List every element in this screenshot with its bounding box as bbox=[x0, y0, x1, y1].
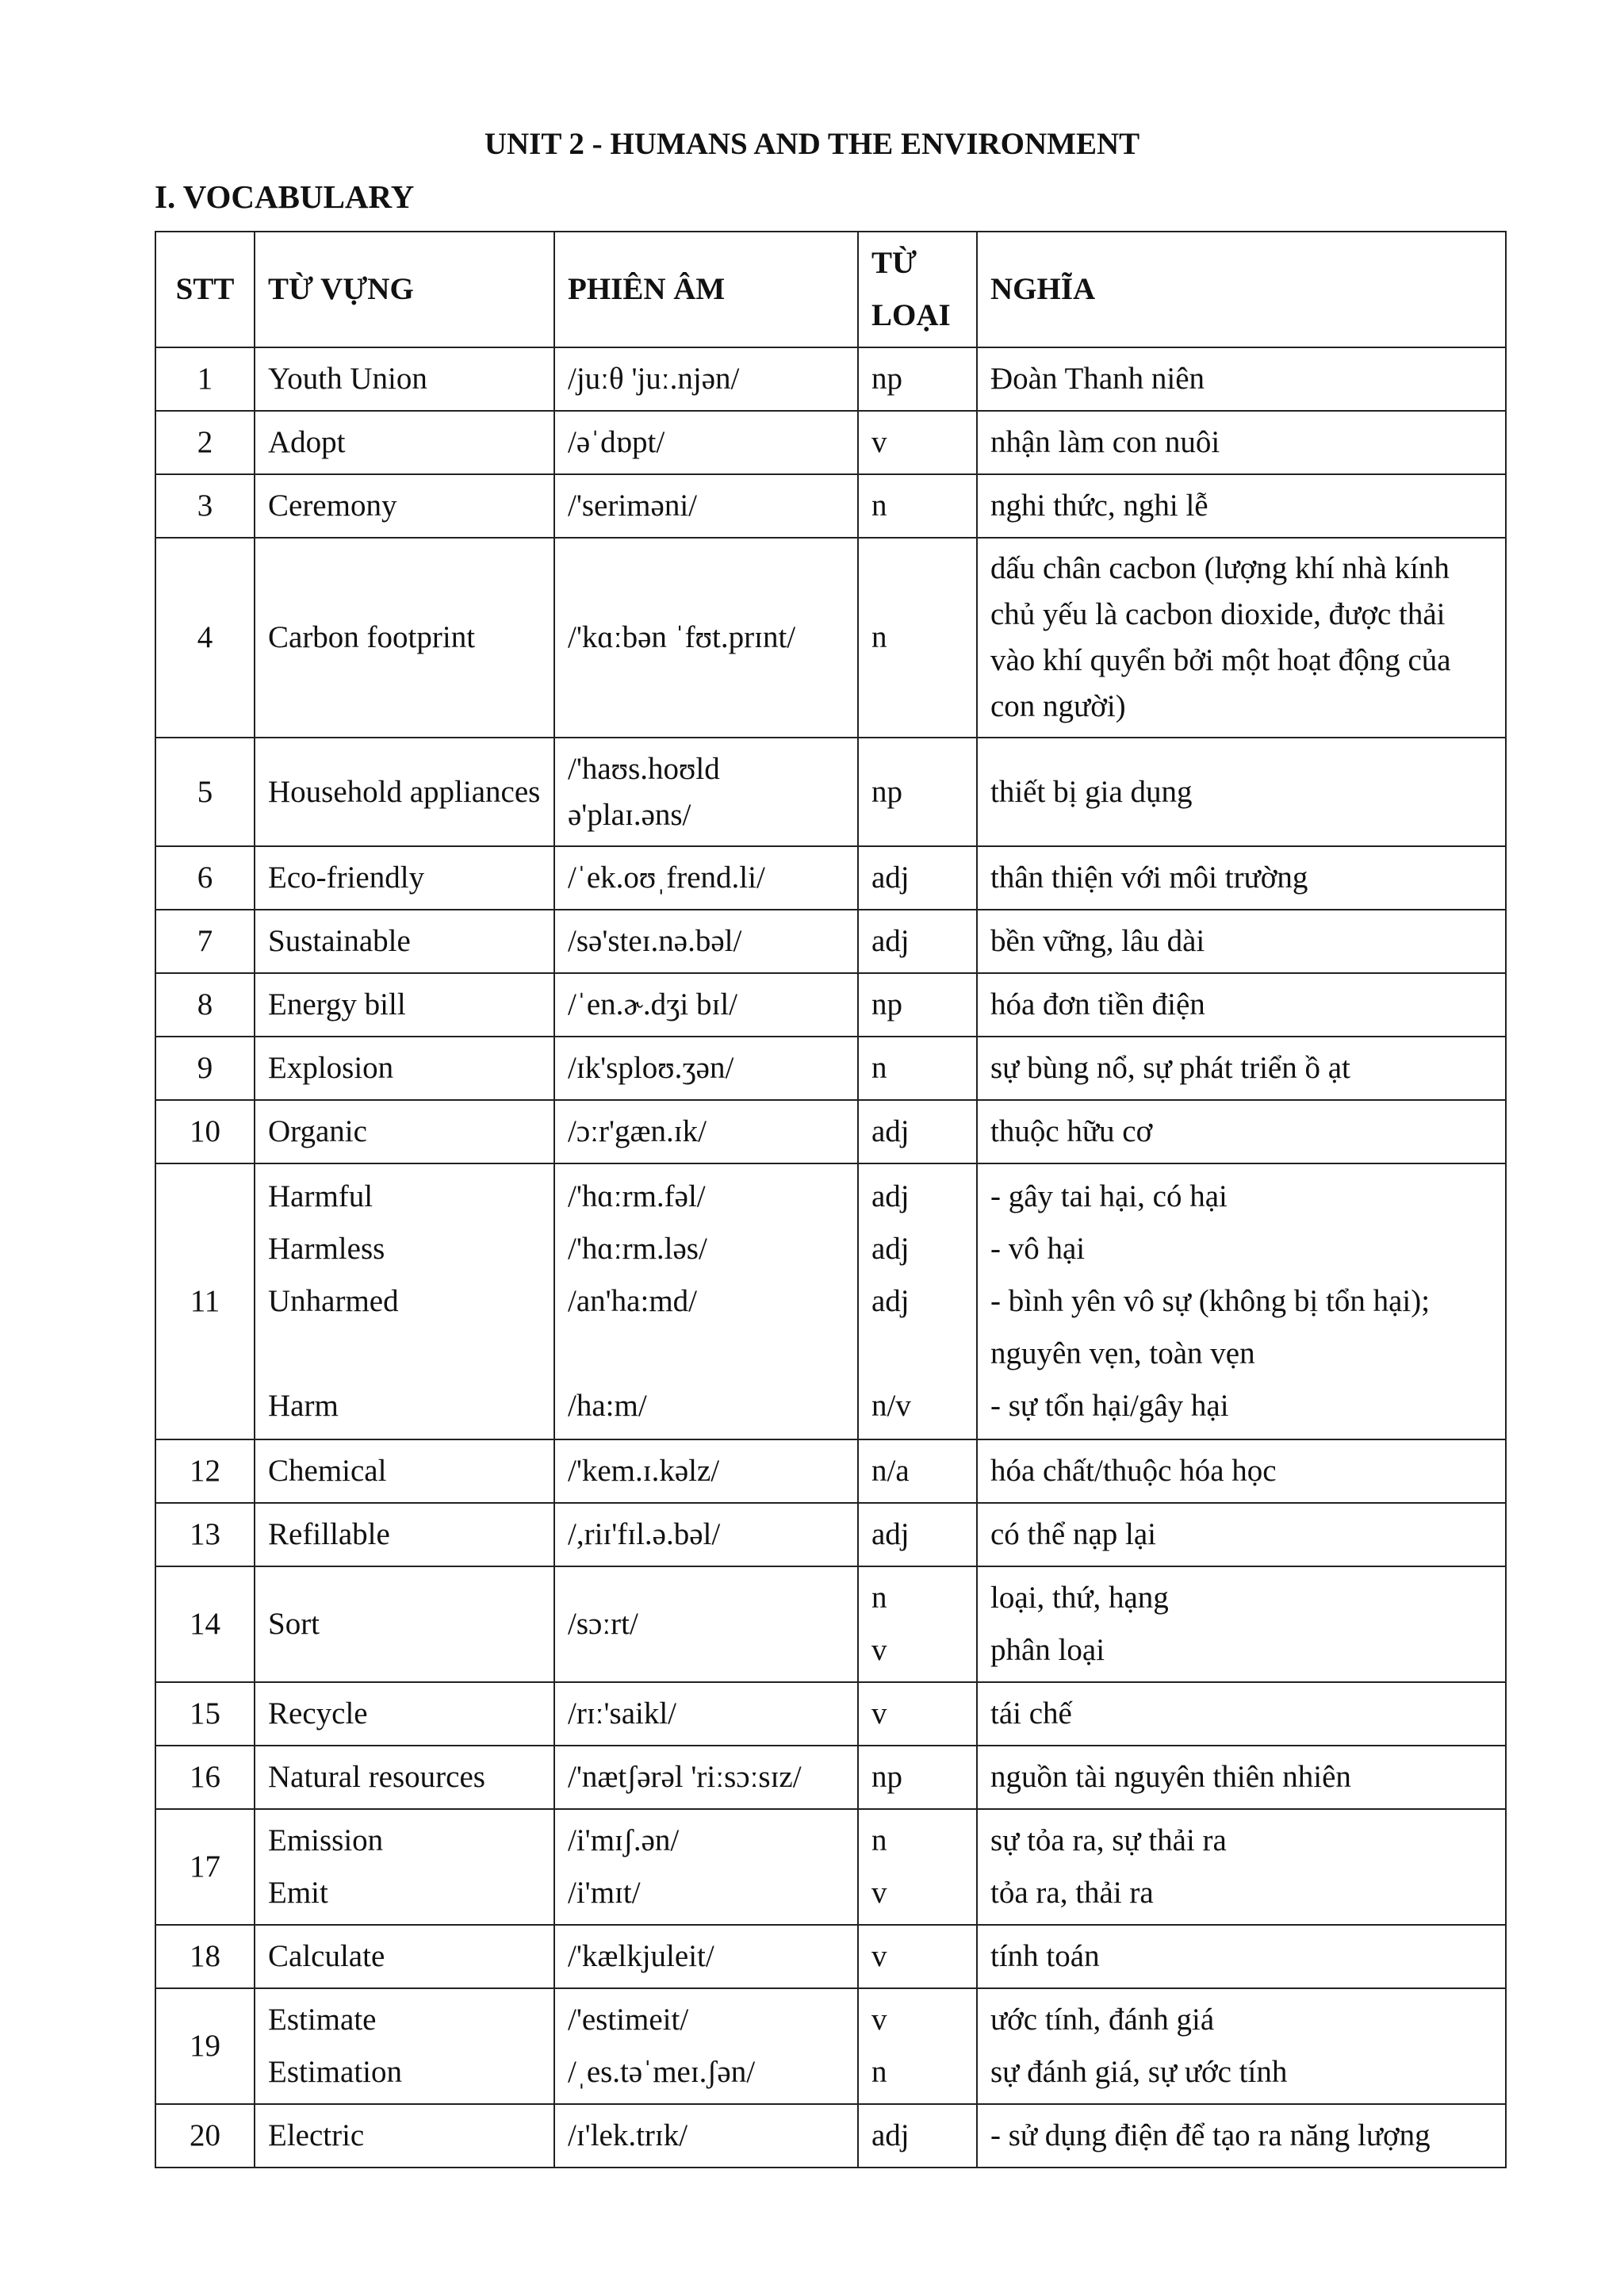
pron-harmful: /'hɑːrm.fəl/ bbox=[568, 1179, 706, 1213]
pronunciation-cell: /ɪ'lek.trɪk/ bbox=[554, 2104, 858, 2168]
meaning-emit: tỏa ra, thải ra bbox=[990, 1876, 1154, 1910]
meaning-estimate: ước tính, đánh giá bbox=[990, 2003, 1215, 2037]
row-number: 13 bbox=[155, 1503, 255, 1566]
pron-harmless: /'hɑːrm.ləs/ bbox=[568, 1232, 707, 1266]
pos-estimation: n bbox=[871, 2055, 887, 2089]
table-row bbox=[155, 1682, 1506, 1746]
pos-cell bbox=[858, 1988, 977, 2104]
meaning-sort-noun: loại, thứ, hạng bbox=[990, 1581, 1169, 1615]
table-row bbox=[155, 1988, 1506, 2104]
header-word: TỪ VỰNG bbox=[255, 232, 554, 347]
table-row bbox=[155, 1163, 1506, 1439]
spacer bbox=[871, 1328, 963, 1380]
meaning-cell: dấu chân cacbon (lượng khí nhà kính chủ yếu là cacbon dioxide, được thải vào khí quyển bởi một hoạt động của con người) bbox=[977, 538, 1506, 738]
word-cell: Calculate bbox=[255, 1925, 554, 1988]
pronunciation-cell: /'haʊs.hoʊld ə'plaɪ.əns/ bbox=[554, 738, 858, 846]
word-cell: Organic bbox=[255, 1100, 554, 1163]
header-pos-line1: TỪ bbox=[871, 246, 917, 280]
header-pos-line2: LOẠI bbox=[871, 298, 951, 332]
meaning-harmless: - vô hại bbox=[990, 1232, 1086, 1266]
word-cell: Adopt bbox=[255, 411, 554, 474]
word-harmful: Harmful bbox=[268, 1179, 373, 1213]
meaning-cell: tái chế bbox=[977, 1682, 1506, 1746]
pos-cell: adj bbox=[858, 910, 977, 973]
pronunciation-cell: /'kɑːbən ˈfʊt.prɪnt/ bbox=[554, 538, 858, 738]
table-row bbox=[155, 1503, 1506, 1566]
word-cell: Energy bill bbox=[255, 973, 554, 1037]
pos-cell: v bbox=[858, 1682, 977, 1746]
row-number: 16 bbox=[155, 1746, 255, 1809]
pos-cell: v bbox=[858, 411, 977, 474]
word-cell: Refillable bbox=[255, 1503, 554, 1566]
row-number: 14 bbox=[155, 1566, 255, 1682]
pos-sort-verb: v bbox=[871, 1633, 887, 1667]
meaning-emission: sự tỏa ra, sự thải ra bbox=[990, 1823, 1227, 1857]
table-row bbox=[155, 1100, 1506, 1163]
header-meaning: NGHĨA bbox=[977, 232, 1506, 347]
table-row bbox=[155, 1037, 1506, 1100]
word-emission: Emission bbox=[268, 1823, 384, 1857]
meaning-cell: thiết bị gia dụng bbox=[977, 738, 1506, 846]
pos-estimate: v bbox=[871, 2003, 887, 2037]
word-cell: Eco-friendly bbox=[255, 846, 554, 910]
pronunciation-cell: /ˈen.ɚ.dʒi bɪl/ bbox=[554, 973, 858, 1037]
pronunciation-cell: /sə'steɪ.nə.bəl/ bbox=[554, 910, 858, 973]
word-cell: Electric bbox=[255, 2104, 554, 2168]
word-cell: Ceremony bbox=[255, 474, 554, 538]
pos-cell: n/a bbox=[858, 1439, 977, 1503]
meaning-cell: Đoàn Thanh niên bbox=[977, 347, 1506, 411]
pronunciation-cell: /'kælkjuleit/ bbox=[554, 1925, 858, 1988]
table-row bbox=[155, 1439, 1506, 1503]
meaning-cell: sự bùng nổ, sự phát triển ồ ạt bbox=[977, 1037, 1506, 1100]
pronunciation-cell: /,riɪ'fɪl.ə.bəl/ bbox=[554, 1503, 858, 1566]
table-row bbox=[155, 538, 1506, 738]
pron-emit: /i'mɪt/ bbox=[568, 1876, 641, 1910]
table-row bbox=[155, 2104, 1506, 2168]
meaning-cell: bền vững, lâu dài bbox=[977, 910, 1506, 973]
row-number: 9 bbox=[155, 1037, 255, 1100]
pronunciation-cell: /ɔːr'gæn.ɪk/ bbox=[554, 1100, 858, 1163]
word-cell: Youth Union bbox=[255, 347, 554, 411]
meaning-cell: thuộc hữu cơ bbox=[977, 1100, 1506, 1163]
row-number: 8 bbox=[155, 973, 255, 1037]
pos-unharmed: adj bbox=[871, 1284, 910, 1318]
pos-cell: adj bbox=[858, 1100, 977, 1163]
word-emit: Emit bbox=[268, 1876, 328, 1910]
pos-cell bbox=[858, 1809, 977, 1925]
table-header-row bbox=[155, 232, 1506, 347]
pos-harm: n/v bbox=[871, 1389, 911, 1423]
word-cell: Sustainable bbox=[255, 910, 554, 973]
meaning-cell bbox=[977, 1809, 1506, 1925]
meaning-cell: hóa chất/thuộc hóa học bbox=[977, 1439, 1506, 1503]
header-pronunciation: PHIÊN ÂM bbox=[554, 232, 858, 347]
word-cell: Carbon footprint bbox=[255, 538, 554, 738]
pos-cell: n bbox=[858, 1037, 977, 1100]
section-heading: I. VOCABULARY bbox=[155, 178, 415, 215]
pos-cell: adj bbox=[858, 846, 977, 910]
header-stt: STT bbox=[155, 232, 255, 347]
meaning-cell: nguồn tài nguyên thiên nhiên bbox=[977, 1746, 1506, 1809]
meaning-harmful: - gây tai hại, có hại bbox=[990, 1179, 1228, 1213]
pos-cell: np bbox=[858, 973, 977, 1037]
meaning-cell bbox=[977, 1566, 1506, 1682]
table-row bbox=[155, 347, 1506, 411]
word-cell: Recycle bbox=[255, 1682, 554, 1746]
pronunciation-cell: /əˈdɒpt/ bbox=[554, 411, 858, 474]
pronunciation-cell: /sɔːrt/ bbox=[554, 1566, 858, 1682]
meaning-harm: - sự tổn hại/gây hại bbox=[990, 1389, 1229, 1423]
pos-cell: v bbox=[858, 1925, 977, 1988]
pos-cell bbox=[858, 1163, 977, 1439]
pos-harmless: adj bbox=[871, 1232, 910, 1266]
pronunciation-cell: /ɪk'sploʊ.ʒən/ bbox=[554, 1037, 858, 1100]
word-cell bbox=[255, 1163, 554, 1439]
pos-emission: n bbox=[871, 1823, 887, 1857]
row-number: 17 bbox=[155, 1809, 255, 1925]
pron-harm: /ha:m/ bbox=[568, 1389, 647, 1423]
pos-sort-noun: n bbox=[871, 1581, 887, 1615]
meaning-cell: nhận làm con nuôi bbox=[977, 411, 1506, 474]
word-cell bbox=[255, 1809, 554, 1925]
spacer bbox=[568, 1328, 845, 1380]
pronunciation-cell: /ˈek.oʊˌfrend.li/ bbox=[554, 846, 858, 910]
word-cell: Natural resources bbox=[255, 1746, 554, 1809]
meaning-sort-verb: phân loại bbox=[990, 1633, 1105, 1667]
pron-emission: /i'mɪʃ.ən/ bbox=[568, 1823, 680, 1857]
meaning-cell: có thể nạp lại bbox=[977, 1503, 1506, 1566]
pos-cell: np bbox=[858, 1746, 977, 1809]
pos-cell: n bbox=[858, 474, 977, 538]
row-number: 4 bbox=[155, 538, 255, 738]
pronunciation-cell: /rɪː'saikl/ bbox=[554, 1682, 858, 1746]
pronunciation-cell: /juːθ 'juː.njən/ bbox=[554, 347, 858, 411]
row-number: 2 bbox=[155, 411, 255, 474]
word-harm: Harm bbox=[268, 1389, 339, 1423]
row-number: 19 bbox=[155, 1988, 255, 2104]
row-number: 11 bbox=[155, 1163, 255, 1439]
word-cell: Sort bbox=[255, 1566, 554, 1682]
pronunciation-cell bbox=[554, 1988, 858, 2104]
table-row bbox=[155, 411, 1506, 474]
word-unharmed: Unharmed bbox=[268, 1284, 399, 1318]
meaning-estimation: sự đánh giá, sự ước tính bbox=[990, 2055, 1288, 2089]
pronunciation-cell bbox=[554, 1163, 858, 1439]
word-cell: Chemical bbox=[255, 1439, 554, 1503]
page-title: UNIT 2 - HUMANS AND THE ENVIRONMENT bbox=[484, 127, 1140, 161]
spacer bbox=[268, 1328, 541, 1380]
pos-emit: v bbox=[871, 1876, 887, 1910]
table-row bbox=[155, 1809, 1506, 1925]
pos-cell: adj bbox=[858, 2104, 977, 2168]
pron-estimation: /ˌes.təˈmeɪ.ʃən/ bbox=[568, 2055, 756, 2089]
word-cell: Explosion bbox=[255, 1037, 554, 1100]
table-row bbox=[155, 910, 1506, 973]
pos-cell: np bbox=[858, 347, 977, 411]
pronunciation-cell: /'nætʃərəl 'riːsɔːsɪz/ bbox=[554, 1746, 858, 1809]
pronunciation-cell: /'seriməni/ bbox=[554, 474, 858, 538]
table-row bbox=[155, 1746, 1506, 1809]
pronunciation-cell: /'kem.ɪ.kəlz/ bbox=[554, 1439, 858, 1503]
word-harmless: Harmless bbox=[268, 1232, 385, 1266]
pos-cell: np bbox=[858, 738, 977, 846]
pos-cell: n bbox=[858, 538, 977, 738]
pos-cell: adj bbox=[858, 1503, 977, 1566]
pronunciation-cell bbox=[554, 1809, 858, 1925]
row-number: 1 bbox=[155, 347, 255, 411]
word-estimate: Estimate bbox=[268, 2003, 377, 2037]
table-row bbox=[155, 1925, 1506, 1988]
pos-cell bbox=[858, 1566, 977, 1682]
row-number: 3 bbox=[155, 474, 255, 538]
table-row bbox=[155, 474, 1506, 538]
header-part-of-speech bbox=[858, 232, 977, 347]
meaning-unharmed: - bình yên vô sự (không bị tổn hại); nguyên vẹn, toàn vẹn bbox=[990, 1284, 1431, 1370]
table-row bbox=[155, 1566, 1506, 1682]
word-cell bbox=[255, 1988, 554, 2104]
row-number: 18 bbox=[155, 1925, 255, 1988]
pron-unharmed: /an'ha:md/ bbox=[568, 1284, 697, 1318]
meaning-cell: - sử dụng điện để tạo ra năng lượng bbox=[977, 2104, 1506, 2168]
row-number: 5 bbox=[155, 738, 255, 846]
row-number: 6 bbox=[155, 846, 255, 910]
meaning-cell: tính toán bbox=[977, 1925, 1506, 1988]
row-number: 12 bbox=[155, 1439, 255, 1503]
meaning-cell bbox=[977, 1988, 1506, 2104]
word-estimation: Estimation bbox=[268, 2055, 402, 2089]
vocabulary-table bbox=[155, 231, 1507, 2168]
row-number: 10 bbox=[155, 1100, 255, 1163]
meaning-cell bbox=[977, 1163, 1506, 1439]
word-cell: Household appliances bbox=[255, 738, 554, 846]
pron-estimate: /'estimeit/ bbox=[568, 2003, 689, 2037]
table-row bbox=[155, 738, 1506, 846]
row-number: 15 bbox=[155, 1682, 255, 1746]
row-number: 20 bbox=[155, 2104, 255, 2168]
table-row bbox=[155, 846, 1506, 910]
pos-harmful: adj bbox=[871, 1179, 910, 1213]
table-row bbox=[155, 973, 1506, 1037]
meaning-cell: thân thiện với môi trường bbox=[977, 846, 1506, 910]
meaning-cell: nghi thức, nghi lễ bbox=[977, 474, 1506, 538]
meaning-cell: hóa đơn tiền điện bbox=[977, 973, 1506, 1037]
row-number: 7 bbox=[155, 910, 255, 973]
